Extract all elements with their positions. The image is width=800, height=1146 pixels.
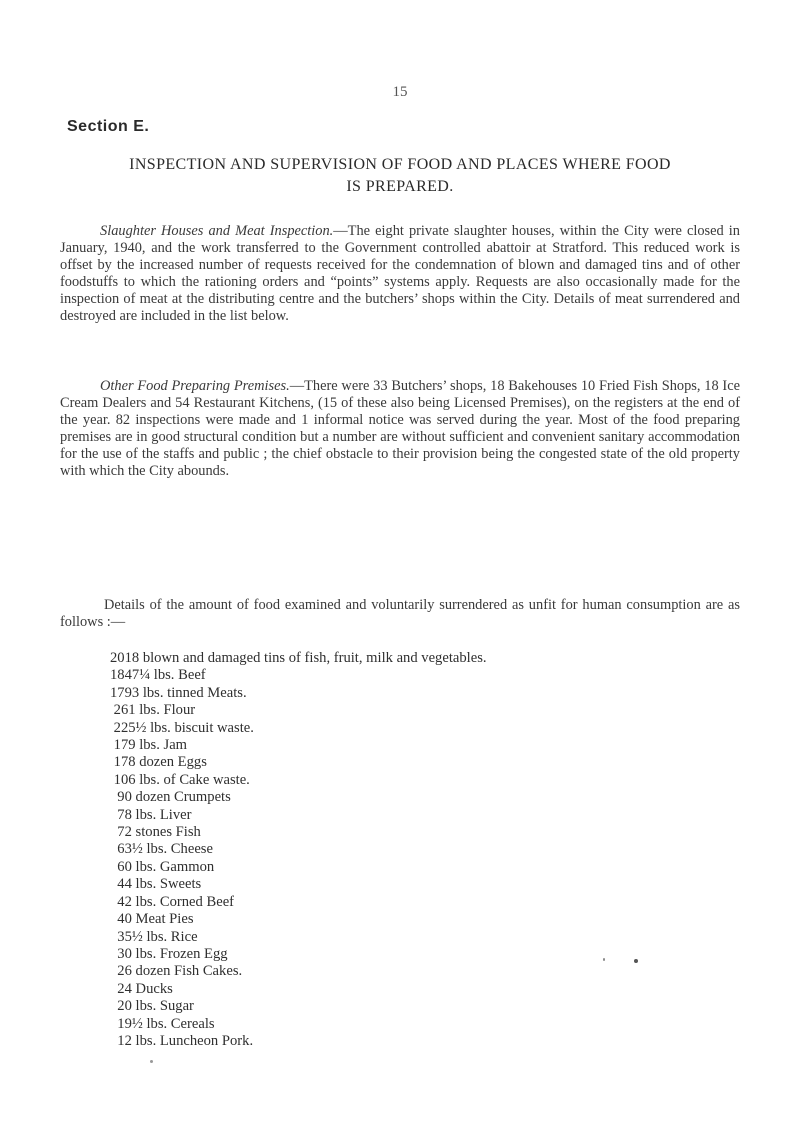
paragraph-slaughter-houses xyxy=(60,223,740,325)
food-list-item: 12 lbs. Luncheon Pork. xyxy=(110,1032,254,1049)
paragraph-text: —The eight private slaughter houses, within the City were closed in January, 1940, and the work transferred to the Government controlled abattoir at Stratford. This reduced work is offset by the increased number of requests received for the condemnation of blown and damaged tins and of other foodstuffs to which the rationing orders and “points” systems apply. Requests are also occasionally made for the inspection of meat at the distributing centre and the butchers’ shops within the City. Details of meat surrendered and destroyed are included in the list below. xyxy=(60,223,740,324)
food-list-item: 30 lbs. Frozen Egg xyxy=(110,945,228,962)
food-list-item: 2018 blown and damaged tins of fish, fruit, milk and vegetables. xyxy=(110,650,487,666)
page-heading xyxy=(60,154,740,198)
food-list-item: 26 dozen Fish Cakes. xyxy=(110,963,243,980)
paragraph-lead: Other Food Preparing Premises. xyxy=(100,378,290,394)
paragraph-text: —There were 33 Butchers’ shops, 18 Bakehouses 10 Fried Fish Shops, 18 Ice Cream Dealers and 54 Restaurant Kitchens, (15 of these also being Licensed Premises), on the registers at the end of the year. 82 inspections were made and 1 informal notice was served during the year. Most of the food preparing premises are in good structural condition but a number are without sufficient and convenient sanitary accommodation for the use of the staffs and public ; the chief obstacle to their provision being the congested state of the old property with which the City abounds. xyxy=(60,378,740,479)
section-label: Section E. xyxy=(67,118,150,135)
food-list-item: 179 lbs. Jam xyxy=(110,737,188,754)
paragraph-lead: Slaughter Houses and Meat Inspection. xyxy=(100,223,334,239)
food-list-item: 178 dozen Eggs xyxy=(110,754,207,771)
heading-line-1: INSPECTION AND SUPERVISION OF FOOD AND PLACES WHERE FOOD xyxy=(129,156,671,173)
food-list-item: 20 lbs. Sugar xyxy=(110,998,194,1015)
food-list-item: 225½ lbs. biscuit waste. xyxy=(110,719,254,736)
food-list-item: 44 lbs. Sweets xyxy=(110,876,202,893)
food-list-item: 72 stones Fish xyxy=(110,824,201,841)
food-list-item: 261 lbs. Flour xyxy=(110,702,196,719)
food-list-item: 60 lbs. Gammon xyxy=(110,858,215,875)
food-surrendered-list xyxy=(110,650,487,1050)
food-list-item: 19½ lbs. Cereals xyxy=(110,1015,215,1032)
heading-line-2: IS PREPARED. xyxy=(346,178,454,195)
print-speck xyxy=(634,959,638,963)
food-list-item: 42 lbs. Corned Beef xyxy=(110,893,235,910)
food-list-item: 63½ lbs. Cheese xyxy=(110,841,213,858)
food-list-item: 106 lbs. of Cake waste. xyxy=(110,771,250,788)
food-list-item: 40 Meat Pies xyxy=(110,911,194,928)
food-list-item: 1847¼ lbs. Beef xyxy=(110,667,206,684)
food-list-item: 90 dozen Crumpets xyxy=(110,789,231,806)
paragraph-text: Details of the amount of food examined and voluntarily surrendered as unfit for human consumption are as follows :— xyxy=(60,597,740,630)
print-speck xyxy=(150,1060,153,1063)
paragraph-food-premises xyxy=(60,378,740,480)
food-list-item: 78 lbs. Liver xyxy=(110,806,192,823)
food-list-item: 35½ lbs. Rice xyxy=(110,928,198,945)
food-list-item: 24 Ducks xyxy=(110,980,173,997)
paragraph-details-intro xyxy=(60,597,740,631)
print-speck xyxy=(603,958,605,961)
food-list-item: 1793 lbs. tinned Meats. xyxy=(110,684,247,701)
page-number: 15 xyxy=(392,84,408,100)
